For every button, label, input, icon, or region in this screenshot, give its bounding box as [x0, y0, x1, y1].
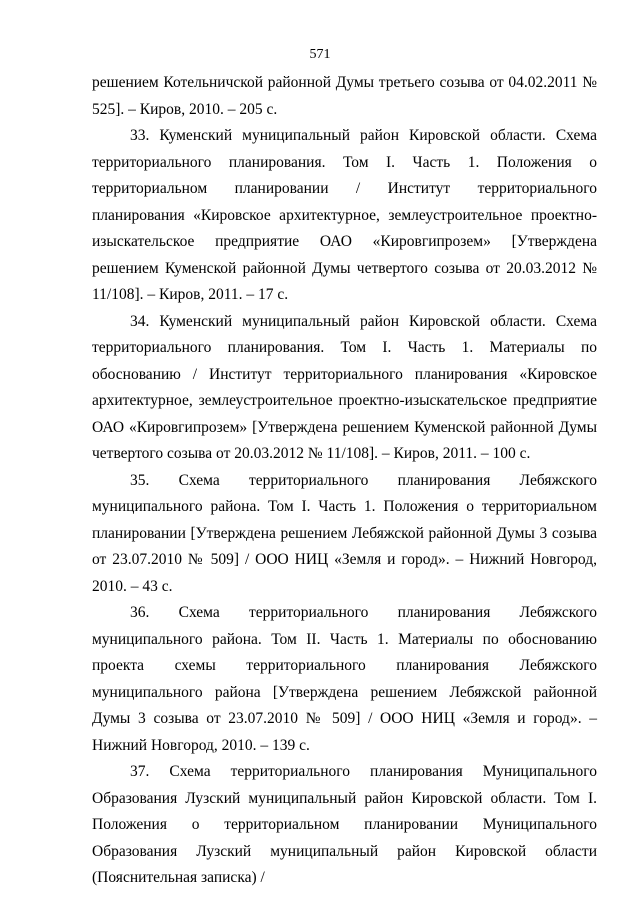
reference-item-34: 34. Куменский муниципальный район Кировской области. Схема территориального планирования. Том I. Часть 1. Материалы по обоснованию / Институт территориального планирования «Кировское архитектурное, землеустроительное проектно-изыскательское предприятие ОАО «Кировгипрозем» [Утверждена решением Куменской районной Думы четвертого созыва от 20.03.2012 № 11/108]. – Киров, 2011. – 100 с. — [92, 312, 597, 462]
reference-item-36: 36. Схема территориального планирования Лебяжского муниципального района. Том II. Часть 1. Материалы по обоснованию проекта схемы территориального планирования Лебяжского муниципального района [Утверждена решением Лебяжской районной Думы 3 созыва от 23.07.2010 № 509] / ООО НИЦ «Земля и город». – Нижний Новгород, 2010. – 139 с. — [92, 604, 597, 754]
reference-item-37: 37. Схема территориального планирования Муниципального Образования Лузский муниципальный район Кировской области. Том I. Положения о территориальном планировании Муниципального Образования Лузский муниципальный район Кировской области (Пояснительная записка) / — [92, 763, 597, 886]
reference-continuation: решением Котельничской районной Думы третьего созыва от 04.02.2011 № 525]. – Киров, 2010. – 205 с. — [92, 74, 597, 118]
reference-item-33: 33. Куменский муниципальный район Кировской области. Схема территориального планирования. Том I. Часть 1. Положения о территориальном планировании / Институт территориального планирования «Кировское архитектурное, землеустроительное проектно-изыскательское предприятие ОАО «Кировгипрозем» [Утверждена решением Куменской районной Думы четвертого созыва от 20.03.2012 № 11/108]. – Киров, 2011. – 17 с. — [92, 127, 597, 303]
page-number: 571 — [309, 47, 331, 62]
reference-item-35: 35. Схема территориального планирования Лебяжского муниципального района. Том I. Часть 1. Положения о территориальном планировании [Утверждена решением Лебяжской районной Думы 3 созыва от 23.07.2010 № 509] / ООО НИЦ «Земля и город». – Нижний Новгород, 2010. – 43 с. — [92, 471, 597, 595]
document-body — [92, 70, 597, 892]
